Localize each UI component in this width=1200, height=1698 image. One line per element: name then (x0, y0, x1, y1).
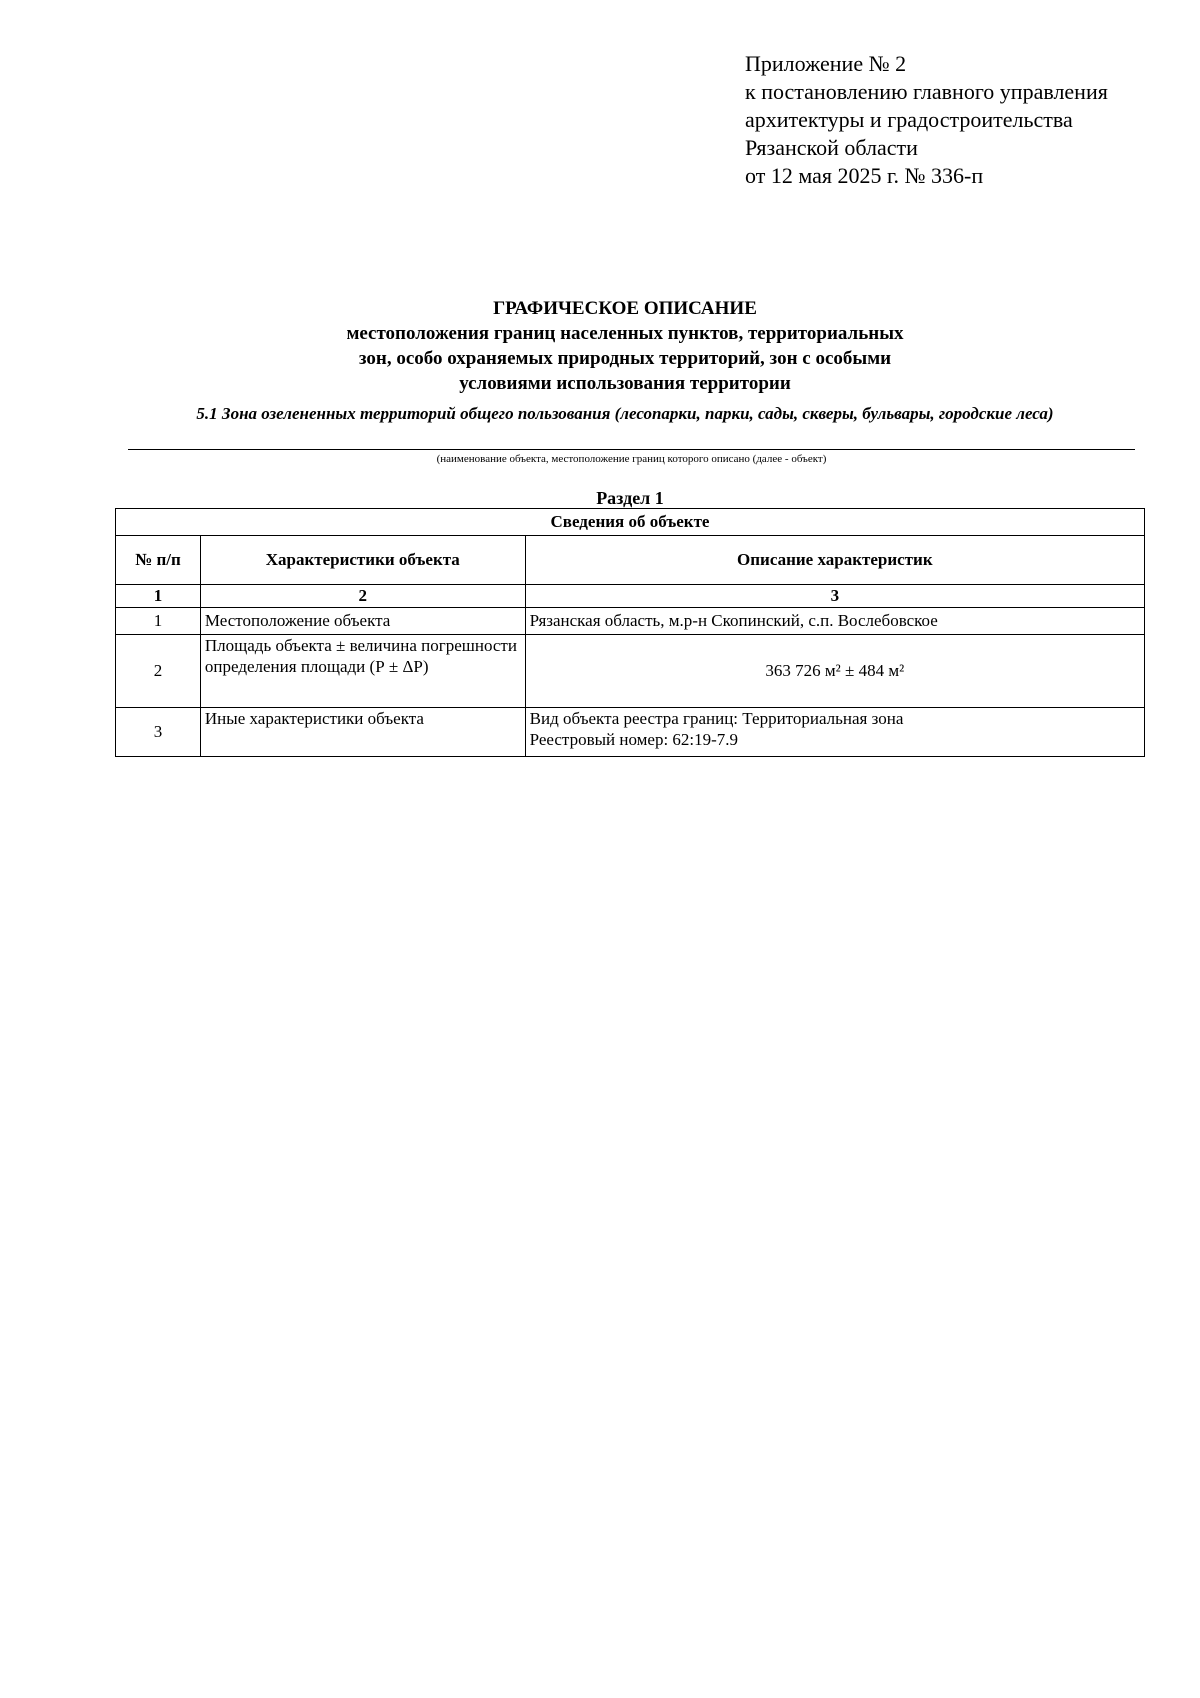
column-number-2: 2 (200, 585, 525, 608)
title-line-3: условиями использования территории (459, 373, 791, 394)
appendix-line-4: Рязанской области (745, 135, 918, 160)
title-heading: ГРАФИЧЕСКОЕ ОПИСАНИЕ (493, 298, 757, 319)
table-caption-row (116, 509, 1145, 536)
appendix-line-3: архитектуры и градостроительства (745, 107, 1073, 132)
row-number: 1 (116, 608, 201, 635)
column-number-3: 3 (525, 585, 1144, 608)
table-header-row (116, 536, 1145, 585)
row-description-line-2: Реестровый номер: 62:19-7.9 (529, 730, 739, 749)
table-row (116, 608, 1145, 635)
object-info-table (115, 508, 1145, 757)
row-description: 363 726 м² ± 484 м² (525, 635, 1144, 708)
object-name-underline (128, 449, 1135, 450)
row-characteristic: Местоположение объекта (200, 608, 525, 635)
row-characteristic: Площадь объекта ± величина погрешности определения площади (Р ± ΔР) (200, 635, 525, 708)
header-characteristics: Характеристики объекта (200, 536, 525, 585)
header-description: Описание характеристик (525, 536, 1144, 585)
table-column-numbers-row (116, 585, 1145, 608)
title-line-1: местоположения границ населенных пунктов, территориальных (346, 323, 904, 344)
appendix-block (745, 50, 1108, 190)
object-name-caption: (наименование объекта, местоположение границ которого описано (далее - объект) (436, 453, 827, 465)
section-title: Раздел 1 (596, 488, 664, 508)
appendix-line-5: от 12 мая 2025 г. № 336-п (745, 163, 984, 188)
table-row (116, 708, 1145, 757)
object-name: 5.1 Зона озелененных территорий общего пользования (лесопарки, парки, сады, скверы, бульвары, городские леса) (196, 404, 1054, 423)
column-number-1: 1 (116, 585, 201, 608)
appendix-line-2: к постановлению главного управления (745, 79, 1108, 104)
row-description (525, 708, 1144, 757)
table-row (116, 635, 1145, 708)
document-title (115, 296, 1135, 396)
row-description-line-1: Вид объекта реестра границ: Территориальная зона (529, 709, 904, 728)
table-caption: Сведения об объекте (116, 509, 1145, 536)
title-line-2: зон, особо охраняемых природных территорий, зон с особыми (358, 348, 892, 369)
row-number: 3 (116, 708, 201, 757)
row-characteristic: Иные характеристики объекта (200, 708, 525, 757)
row-number: 2 (116, 635, 201, 708)
appendix-line-1: Приложение № 2 (745, 51, 907, 76)
header-num: № п/п (116, 536, 201, 585)
row-description: Рязанская область, м.р-н Скопинский, с.п. Вослебовское (525, 608, 1144, 635)
